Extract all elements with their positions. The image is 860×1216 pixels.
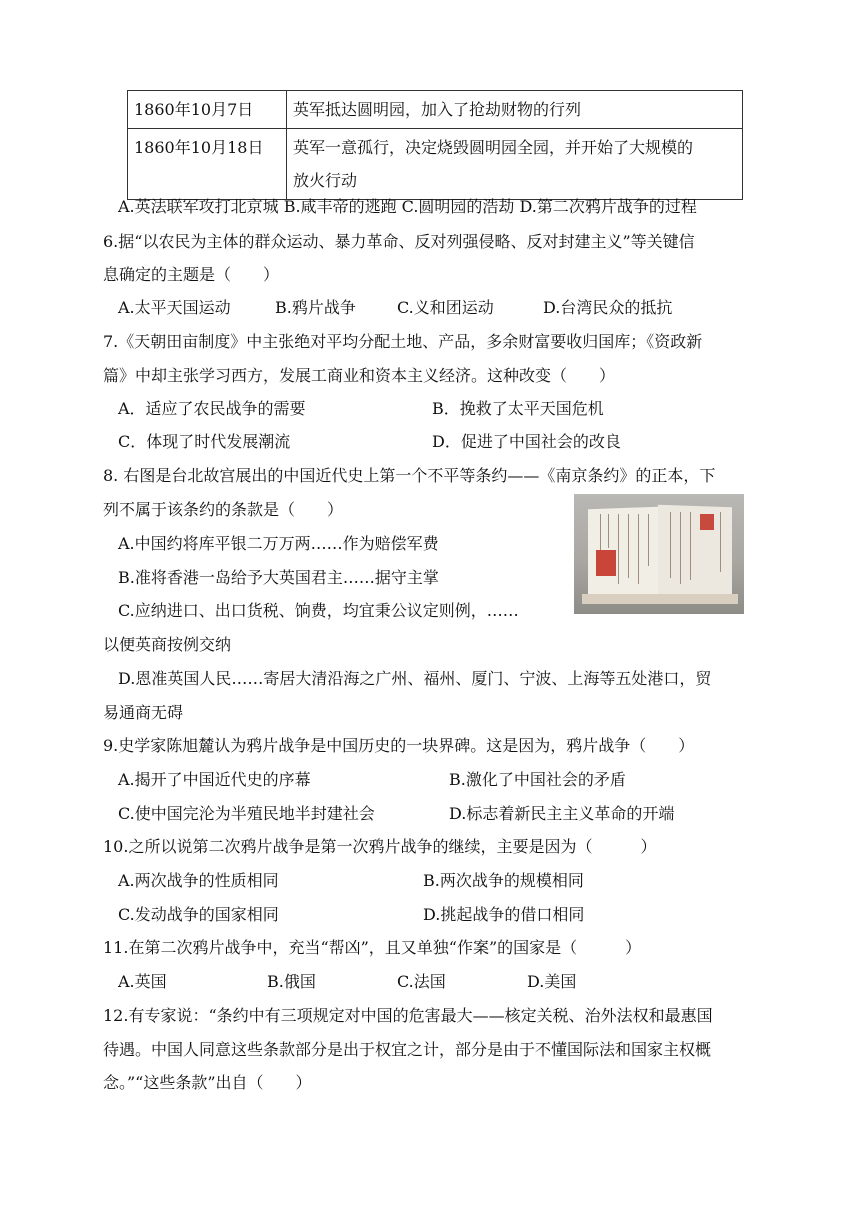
event-table <box>127 90 743 200</box>
table-cell-event: 英军抵达圆明园，加入了抢劫财物的行列 <box>287 91 743 129</box>
q10-option-c: C.发动战争的国家相同 <box>118 905 279 924</box>
q7-option-d: D．促进了中国社会的改良 <box>432 432 621 451</box>
q10-option-d: D.挑起战争的借口相同 <box>423 905 585 924</box>
q10-stem: 10.之所以说第二次鸦片战争是第一次鸦片战争的继续，主要是因为（ ） <box>103 837 657 856</box>
q6-option-d: D.台湾民众的抵抗 <box>543 298 673 317</box>
q11-stem: 11.在第二次鸦片战争中，充当“帮凶”，且又单独“作案”的国家是（ ） <box>103 938 642 957</box>
q10-option-b: B.两次战争的规模相同 <box>423 871 584 890</box>
q12-stem: 12.有专家说：“条约中有三项规定对中国的危害最大——核定关税、治外法权和最惠国 <box>103 1006 713 1025</box>
q12-stem: 待遇。中国人同意这些条款部分是出于权宜之计，部分是由于不懂国际法和国家主权概 <box>103 1040 712 1059</box>
q7-option-c: C．体现了时代发展潮流 <box>118 432 291 451</box>
q6-option-c: C.义和团运动 <box>397 298 494 317</box>
q8-option-c: C.应纳进口、出口货税、饷费，均宜秉公议定则例，…… <box>118 601 519 620</box>
table-cell-event-line: 放火行动 <box>293 171 358 190</box>
table-cell-event-line: 英军一意孤行，决定烧毁圆明园全园，并开始了大规模的 <box>293 138 694 157</box>
table-row <box>128 129 743 200</box>
q6-stem: 6.据“以农民为主体的群众运动、暴力革命、反对列强侵略、反对封建主义”等关键信 <box>103 232 695 251</box>
table-row <box>128 91 743 129</box>
q8-option-d: D.恩准英国人民……寄居大清沿海之广州、福州、厦门、宁波、上海等五处港口，贸 <box>118 669 712 688</box>
q8-option-d: 易通商无碍 <box>103 703 184 722</box>
q8-option-c: 以便英商按例交纳 <box>103 635 232 654</box>
q7-option-b: B．挽救了太平天国危机 <box>432 399 604 418</box>
q11-option-a: A.英国 <box>118 972 167 991</box>
q9-stem: 9.史学家陈旭麓认为鸦片战争是中国历史的一块界碑。这是因为，鸦片战争（ ） <box>103 736 695 755</box>
q8-option-a: A.中国约将库平银二万万两……作为赔偿军费 <box>118 534 439 553</box>
q11-option-b: B.俄国 <box>267 972 316 991</box>
red-seal-icon <box>596 550 616 576</box>
q11-option-d: D.美国 <box>527 972 577 991</box>
q12-stem: 念。”“这些条款”出自（ ） <box>103 1073 312 1092</box>
q11-option-c: C.法国 <box>397 972 446 991</box>
q5-options: A.英法联军攻打北京城 B.咸丰帝的逃跑 C.圆明园的浩劫 D.第二次鸦片战争的过程 <box>118 197 697 216</box>
red-seal-icon <box>700 514 714 530</box>
q7-stem: 7.《天朝田亩制度》中主张绝对平均分配土地、产品，多余财富要收归国库；《资政新 <box>103 332 703 351</box>
q9-option-a: A.揭开了中国近代史的序幕 <box>118 770 311 789</box>
q8-stem: 8. 右图是台北故宫展出的中国近代史上第一个不平等条约——《南京条约》的正本，下 <box>103 466 716 485</box>
q9-option-d: D.标志着新民主主义革命的开端 <box>449 804 675 823</box>
q6-option-b: B.鸦片战争 <box>275 298 356 317</box>
q7-stem: 篇》中却主张学习西方，发展工商业和资本主义经济。这种改变（ ） <box>103 366 616 385</box>
table-cell-date: 1860年10月18日 <box>128 129 287 200</box>
q7-option-a: A．适应了农民战争的需要 <box>118 399 306 418</box>
q9-option-b: B.激化了中国社会的矛盾 <box>449 770 626 789</box>
table-cell-date: 1860年10月7日 <box>128 91 287 129</box>
q6-stem: 息确定的主题是（ ） <box>103 265 280 284</box>
q8-option-b: B.准将香港一岛给予大英国君主……据守主掌 <box>118 568 439 587</box>
nanjing-treaty-photo <box>574 494 744 614</box>
q8-stem: 列不属于该条约的条款是（ ） <box>103 500 344 519</box>
q10-option-a: A.两次战争的性质相同 <box>118 871 279 890</box>
q6-option-a: A.太平天国运动 <box>118 298 231 317</box>
table-cell-event <box>287 129 743 200</box>
q9-option-c: C.使中国完沦为半殖民地半封建社会 <box>118 804 375 823</box>
